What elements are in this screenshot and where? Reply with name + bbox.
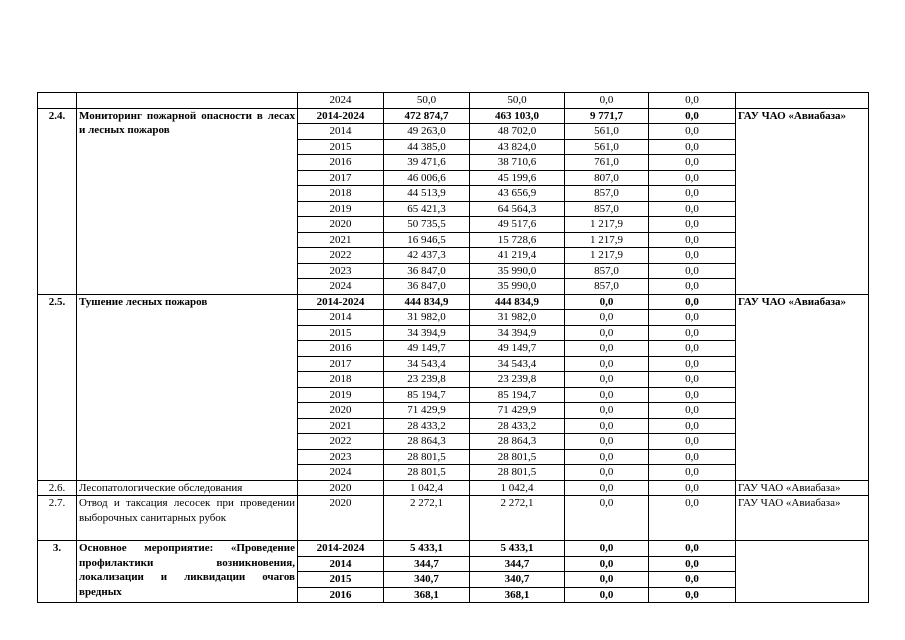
year-cell: 2014-2024: [298, 541, 384, 557]
budget-cell: 28 433,2: [470, 418, 565, 434]
col4-cell: 0,0: [649, 201, 736, 217]
col3-cell: 1 217,9: [565, 248, 649, 264]
budget-cell: 71 429,9: [470, 403, 565, 419]
col4-cell: 0,0: [649, 93, 736, 109]
budget-cell: 28 801,5: [470, 449, 565, 465]
budget-table: [37, 92, 869, 603]
total-cell: 42 437,3: [384, 248, 470, 264]
col4-cell: 0,0: [649, 434, 736, 450]
year-cell: 2016: [298, 587, 384, 603]
item-name: Основное мероприятие: «Проведение профилактики возникновения, локализации и ликвидации очагов вредных: [77, 541, 298, 603]
col3-cell: 0,0: [565, 465, 649, 481]
item-number: 3.: [38, 541, 77, 603]
col4-cell: 0,0: [649, 372, 736, 388]
col3-cell: 761,0: [565, 155, 649, 171]
col3-cell: 0,0: [565, 387, 649, 403]
total-cell: 340,7: [384, 572, 470, 588]
col4-cell: 0,0: [649, 232, 736, 248]
budget-cell: 43 656,9: [470, 186, 565, 202]
table-row: [38, 93, 869, 109]
total-cell: 36 847,0: [384, 263, 470, 279]
year-cell: 2024: [298, 279, 384, 295]
year-cell: 2014: [298, 556, 384, 572]
total-cell: 5 433,1: [384, 541, 470, 557]
col3-cell: 807,0: [565, 170, 649, 186]
budget-cell: 49 149,7: [470, 341, 565, 357]
col4-cell: 0,0: [649, 496, 736, 541]
year-cell: 2020: [298, 403, 384, 419]
col3-cell: 0,0: [565, 556, 649, 572]
col4-cell: 0,0: [649, 541, 736, 557]
executor-cell: ГАУ ЧАО «Авиабаза»: [736, 496, 869, 541]
year-cell: 2024: [298, 465, 384, 481]
col3-cell: 0,0: [565, 496, 649, 541]
executor-cell: ГАУ ЧАО «Авиабаза»: [736, 294, 869, 480]
executor-cell: [736, 541, 869, 603]
col3-cell: 9 771,7: [565, 108, 649, 124]
col4-cell: 0,0: [649, 170, 736, 186]
item-number: 2.6.: [38, 480, 77, 496]
year-cell: 2017: [298, 356, 384, 372]
budget-cell: 5 433,1: [470, 541, 565, 557]
year-cell: 2024: [298, 93, 384, 109]
total-cell: 46 006,6: [384, 170, 470, 186]
col3-cell: 857,0: [565, 186, 649, 202]
year-cell: 2015: [298, 139, 384, 155]
col3-cell: 0,0: [565, 587, 649, 603]
year-cell: 2022: [298, 434, 384, 450]
col3-cell: 0,0: [565, 325, 649, 341]
budget-cell: 49 517,6: [470, 217, 565, 233]
executor-cell: [736, 93, 869, 109]
table-row: [38, 541, 869, 557]
budget-cell: 15 728,6: [470, 232, 565, 248]
col4-cell: 0,0: [649, 325, 736, 341]
budget-cell: 344,7: [470, 556, 565, 572]
year-cell: 2016: [298, 155, 384, 171]
col3-cell: 0,0: [565, 449, 649, 465]
budget-cell: 35 990,0: [470, 263, 565, 279]
total-cell: 368,1: [384, 587, 470, 603]
budget-cell: 34 394,9: [470, 325, 565, 341]
budget-cell: 444 834,9: [470, 294, 565, 310]
total-cell: 71 429,9: [384, 403, 470, 419]
col3-cell: 0,0: [565, 541, 649, 557]
col3-cell: 0,0: [565, 93, 649, 109]
item-number: 2.4.: [38, 108, 77, 294]
total-cell: 2 272,1: [384, 496, 470, 541]
col4-cell: 0,0: [649, 217, 736, 233]
col3-cell: 0,0: [565, 356, 649, 372]
name-cell: [77, 93, 298, 109]
col4-cell: 0,0: [649, 279, 736, 295]
year-cell: 2019: [298, 201, 384, 217]
year-cell: 2022: [298, 248, 384, 264]
col3-cell: 0,0: [565, 372, 649, 388]
year-cell: 2015: [298, 572, 384, 588]
total-cell: 444 834,9: [384, 294, 470, 310]
year-cell: 2016: [298, 341, 384, 357]
year-cell: 2017: [298, 170, 384, 186]
col3-cell: 857,0: [565, 201, 649, 217]
budget-cell: 38 710,6: [470, 155, 565, 171]
col3-cell: 0,0: [565, 310, 649, 326]
item-name: Тушение лесных пожаров: [77, 294, 298, 480]
budget-cell: 41 219,4: [470, 248, 565, 264]
col4-cell: 0,0: [649, 403, 736, 419]
budget-cell: 45 199,6: [470, 170, 565, 186]
total-cell: 36 847,0: [384, 279, 470, 295]
total-cell: 28 433,2: [384, 418, 470, 434]
total-cell: 28 864,3: [384, 434, 470, 450]
col4-cell: 0,0: [649, 572, 736, 588]
budget-cell: 50,0: [470, 93, 565, 109]
col4-cell: 0,0: [649, 310, 736, 326]
budget-cell: 23 239,8: [470, 372, 565, 388]
budget-cell: 43 824,0: [470, 139, 565, 155]
col3-cell: 561,0: [565, 139, 649, 155]
col3-cell: 0,0: [565, 572, 649, 588]
col4-cell: 0,0: [649, 480, 736, 496]
col4-cell: 0,0: [649, 587, 736, 603]
year-cell: 2023: [298, 263, 384, 279]
table-row: [38, 108, 869, 124]
executor-cell: ГАУ ЧАО «Авиабаза»: [736, 108, 869, 294]
col3-cell: 0,0: [565, 341, 649, 357]
col3-cell: 857,0: [565, 263, 649, 279]
col4-cell: 0,0: [649, 387, 736, 403]
total-cell: 49 149,7: [384, 341, 470, 357]
col3-cell: 0,0: [565, 294, 649, 310]
budget-cell: 34 543,4: [470, 356, 565, 372]
col3-cell: 561,0: [565, 124, 649, 140]
year-cell: 2014: [298, 310, 384, 326]
col4-cell: 0,0: [649, 155, 736, 171]
year-cell: 2014-2024: [298, 294, 384, 310]
total-cell: 31 982,0: [384, 310, 470, 326]
total-cell: 39 471,6: [384, 155, 470, 171]
year-cell: 2018: [298, 186, 384, 202]
executor-cell: ГАУ ЧАО «Авиабаза»: [736, 480, 869, 496]
budget-cell: 85 194,7: [470, 387, 565, 403]
col3-cell: 0,0: [565, 418, 649, 434]
col4-cell: 0,0: [649, 263, 736, 279]
budget-cell: 48 702,0: [470, 124, 565, 140]
col4-cell: 0,0: [649, 356, 736, 372]
total-cell: 1 042,4: [384, 480, 470, 496]
col3-cell: 0,0: [565, 434, 649, 450]
year-cell: 2019: [298, 387, 384, 403]
year-cell: 2014-2024: [298, 108, 384, 124]
col3-cell: 0,0: [565, 403, 649, 419]
budget-cell: 368,1: [470, 587, 565, 603]
total-cell: 34 543,4: [384, 356, 470, 372]
col4-cell: 0,0: [649, 248, 736, 264]
col4-cell: 0,0: [649, 108, 736, 124]
year-cell: 2014: [298, 124, 384, 140]
budget-cell: 2 272,1: [470, 496, 565, 541]
total-cell: 28 801,5: [384, 465, 470, 481]
budget-cell: 340,7: [470, 572, 565, 588]
total-cell: 50,0: [384, 93, 470, 109]
col4-cell: 0,0: [649, 186, 736, 202]
col3-cell: 857,0: [565, 279, 649, 295]
budget-cell: 31 982,0: [470, 310, 565, 326]
year-cell: 2023: [298, 449, 384, 465]
budget-cell: 1 042,4: [470, 480, 565, 496]
total-cell: 44 385,0: [384, 139, 470, 155]
total-cell: 16 946,5: [384, 232, 470, 248]
table-body: [38, 93, 869, 603]
col3-cell: 1 217,9: [565, 232, 649, 248]
col4-cell: 0,0: [649, 139, 736, 155]
total-cell: 344,7: [384, 556, 470, 572]
year-cell: 2018: [298, 372, 384, 388]
budget-cell: 35 990,0: [470, 279, 565, 295]
total-cell: 65 421,3: [384, 201, 470, 217]
total-cell: 28 801,5: [384, 449, 470, 465]
year-cell: 2021: [298, 418, 384, 434]
item-number: 2.5.: [38, 294, 77, 480]
col4-cell: 0,0: [649, 341, 736, 357]
col4-cell: 0,0: [649, 556, 736, 572]
col4-cell: 0,0: [649, 418, 736, 434]
table-row: [38, 294, 869, 310]
budget-cell: 463 103,0: [470, 108, 565, 124]
col4-cell: 0,0: [649, 124, 736, 140]
col4-cell: 0,0: [649, 465, 736, 481]
item-number: 2.7.: [38, 496, 77, 541]
total-cell: 50 735,5: [384, 217, 470, 233]
total-cell: 472 874,7: [384, 108, 470, 124]
budget-cell: 64 564,3: [470, 201, 565, 217]
item-name: Мониторинг пожарной опасности в лесах и лесных пожаров: [77, 108, 298, 294]
year-cell: 2015: [298, 325, 384, 341]
col3-cell: 0,0: [565, 480, 649, 496]
item-name: Лесопатологические обследования: [77, 480, 298, 496]
total-cell: 85 194,7: [384, 387, 470, 403]
year-cell: 2020: [298, 496, 384, 541]
total-cell: 34 394,9: [384, 325, 470, 341]
num-cell: [38, 93, 77, 109]
total-cell: 44 513,9: [384, 186, 470, 202]
year-cell: 2020: [298, 217, 384, 233]
total-cell: 49 263,0: [384, 124, 470, 140]
budget-cell: 28 864,3: [470, 434, 565, 450]
col4-cell: 0,0: [649, 449, 736, 465]
total-cell: 23 239,8: [384, 372, 470, 388]
item-name: Отвод и таксация лесосек при проведении выборочных санитарных рубок: [77, 496, 298, 541]
year-cell: 2020: [298, 480, 384, 496]
col3-cell: 1 217,9: [565, 217, 649, 233]
table-row: [38, 496, 869, 541]
table-row: [38, 480, 869, 496]
year-cell: 2021: [298, 232, 384, 248]
budget-cell: 28 801,5: [470, 465, 565, 481]
col4-cell: 0,0: [649, 294, 736, 310]
